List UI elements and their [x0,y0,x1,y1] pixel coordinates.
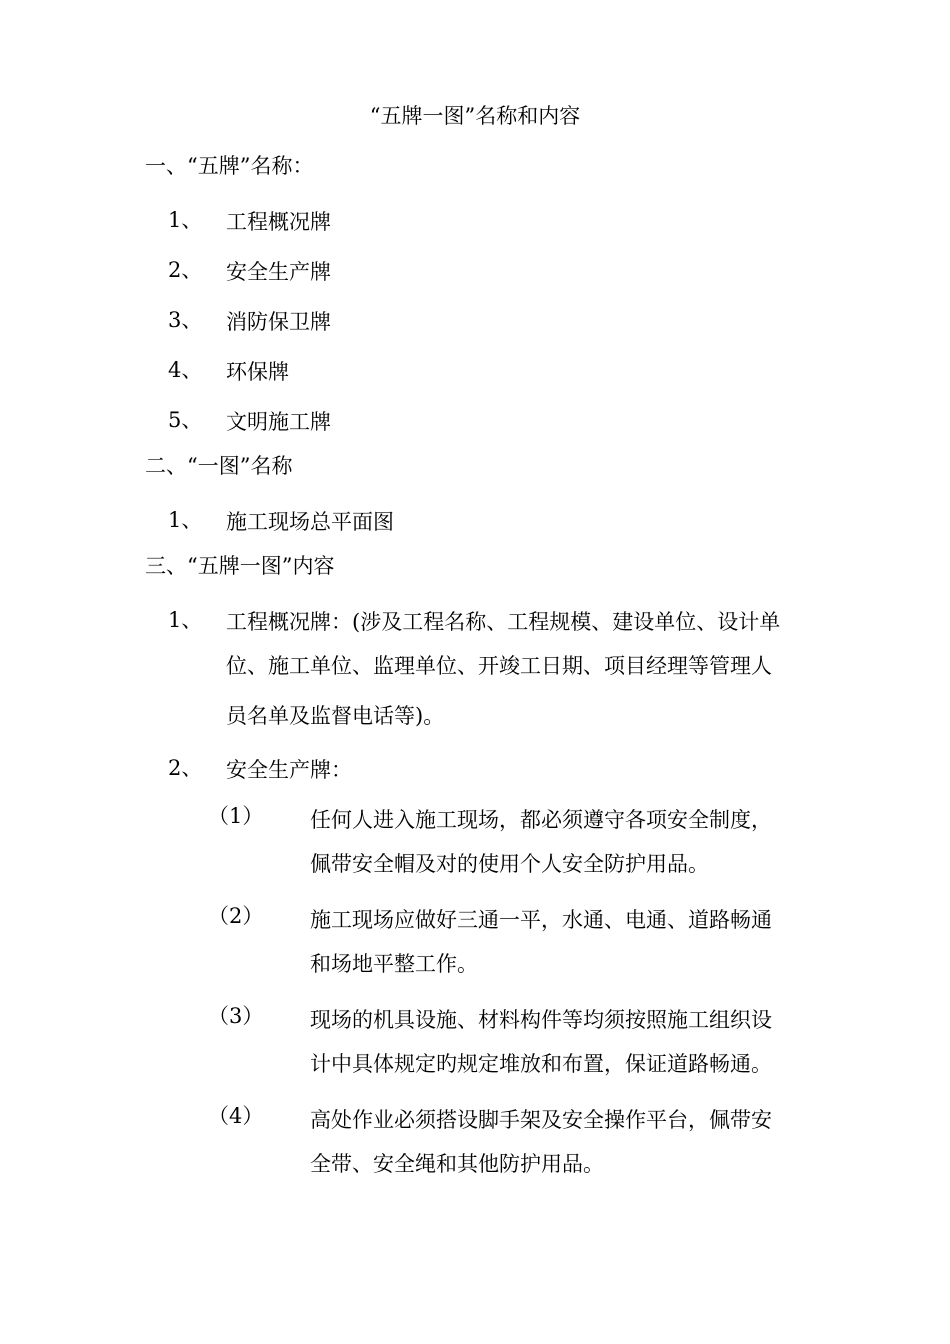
list-item-number: 1、 [168,508,203,532]
list-item-text: 安全生产牌： [226,758,352,782]
paragraph-line: 全带、安全绳和其他防护用品。 [310,1152,604,1176]
paragraph-line: 佩带安全帽及对的使用个人安全防护用品。 [310,852,709,876]
paragraph-line: 计中具体规定旳规定堆放和布置，保证道路畅通。 [310,1052,772,1076]
list-item-text: 安全生产牌 [226,260,331,284]
section-1-heading: 一、“五牌”名称： [145,154,314,178]
section-2-heading: 二、“一图”名称 [145,454,293,478]
paragraph-line: 位、施工单位、监理单位、开竣工日期、项目经理等管理人 [226,654,772,678]
paragraph-line: 现场的机具设施、材料构件等均须按照施工组织设 [310,1008,772,1032]
paragraph-line: 高处作业必须搭设脚手架及安全操作平台，佩带安 [310,1108,772,1132]
list-item-number: 5、 [168,408,203,432]
list-item-number: 3、 [168,308,203,332]
document-title: “五牌一图”名称和内容 [369,104,581,128]
list-item-text: 消防保卫牌 [226,310,331,334]
subitem-number: （3） [208,1004,264,1028]
section-3-heading: 三、“五牌一图”内容 [145,554,335,578]
list-item-text: 工程概况牌 [226,210,331,234]
subitem-number: （4） [208,1104,264,1128]
list-item-number: 2、 [168,258,203,282]
list-item-number: 2、 [168,756,203,780]
list-item-number: 4、 [168,358,203,382]
list-item-text: 施工现场总平面图 [226,510,394,534]
paragraph-line: 和场地平整工作。 [310,952,478,976]
paragraph-line: 任何人进入施工现场，都必须遵守各项安全制度， [310,808,772,832]
list-item-text: 文明施工牌 [226,410,331,434]
paragraph-line: 施工现场应做好三通一平，水通、电通、道路畅通 [310,908,772,932]
paragraph-line: 员名单及监督电话等)。 [226,704,445,728]
list-item-number: 1、 [168,608,203,632]
list-item-number: 1、 [168,208,203,232]
subitem-number: （2） [208,904,264,928]
subitem-number: （1） [208,804,264,828]
paragraph-line: 工程概况牌：(涉及工程名称、工程规模、建设单位、设计单 [226,610,781,634]
list-item-text: 环保牌 [226,360,289,384]
